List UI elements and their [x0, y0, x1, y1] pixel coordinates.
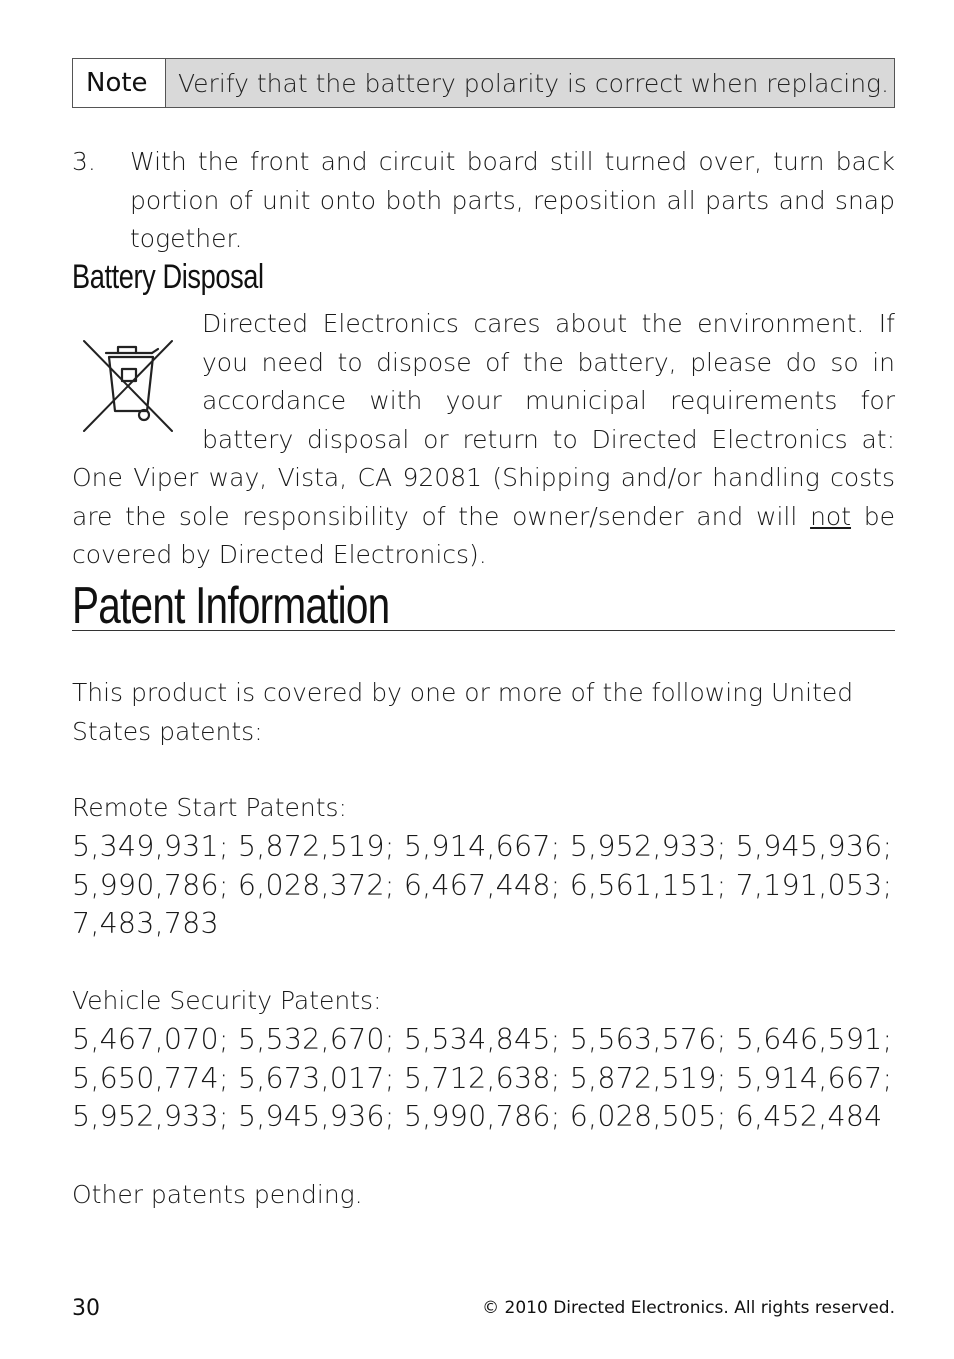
disposal-text-part1: Directed Electronics cares about the environment. If you need to dispose of the battery, please do so in accordance with your municipal requirements for battery disposal or return to Directed Electronics at: One Viper way, Vista, CA 92081 (Shipping and/or handling costs are the sole responsibility of the owner/sender and will [72, 309, 895, 531]
battery-disposal-paragraph [72, 305, 895, 575]
disposal-text-part2: be covered by Directed Electronics). [72, 501, 896, 569]
battery-disposal-heading: Battery Disposal [72, 258, 264, 296]
vehicle-security-numbers: 5,467,070; 5,532,670; 5,534,845; 5,563,576; 5,646,591; 5,650,774; 5,673,017; 5,712,638; 5,872,519; 5,914,667; 5,952,933; 5,945,936; 5,990,786; 6,028,505; 6,452,484 [72, 1023, 893, 1133]
note-text: Verify that the battery polarity is correct when replacing. [166, 59, 894, 107]
disposal-text-underlined: not [810, 501, 852, 531]
note-label: Note [73, 59, 166, 107]
patent-information-heading: Patent Information [72, 577, 390, 635]
crossed-out-wheelie-bin-icon [76, 331, 180, 439]
step-text: With the front and circuit board still turned over, turn back portion of unit onto both parts, reposition all parts and snap together. [130, 147, 895, 253]
patent-intro: This product is covered by one or more of the following United States patents: [72, 678, 854, 746]
vehicle-security-label: Vehicle Security Patents: [72, 986, 382, 1015]
patent-information-heading-rule [72, 577, 895, 635]
step-item [72, 143, 895, 259]
manual-page [72, 0, 895, 1359]
remote-start-numbers: 5,349,931; 5,872,519; 5,914,667; 5,952,933; 5,945,936; 5,990,786; 6,028,372; 6,467,448; 6,561,151; 7,191,053; 7,483,783 [72, 830, 893, 940]
page-number: 30 [72, 1296, 100, 1321]
remote-start-label: Remote Start Patents: [72, 793, 347, 822]
note-box [72, 58, 895, 108]
copyright-notice: © 2010 Directed Electronics. All rights reserved. [482, 1298, 895, 1318]
patents-pending: Other patents pending. [72, 1180, 363, 1209]
step-number: 3. [72, 147, 96, 176]
